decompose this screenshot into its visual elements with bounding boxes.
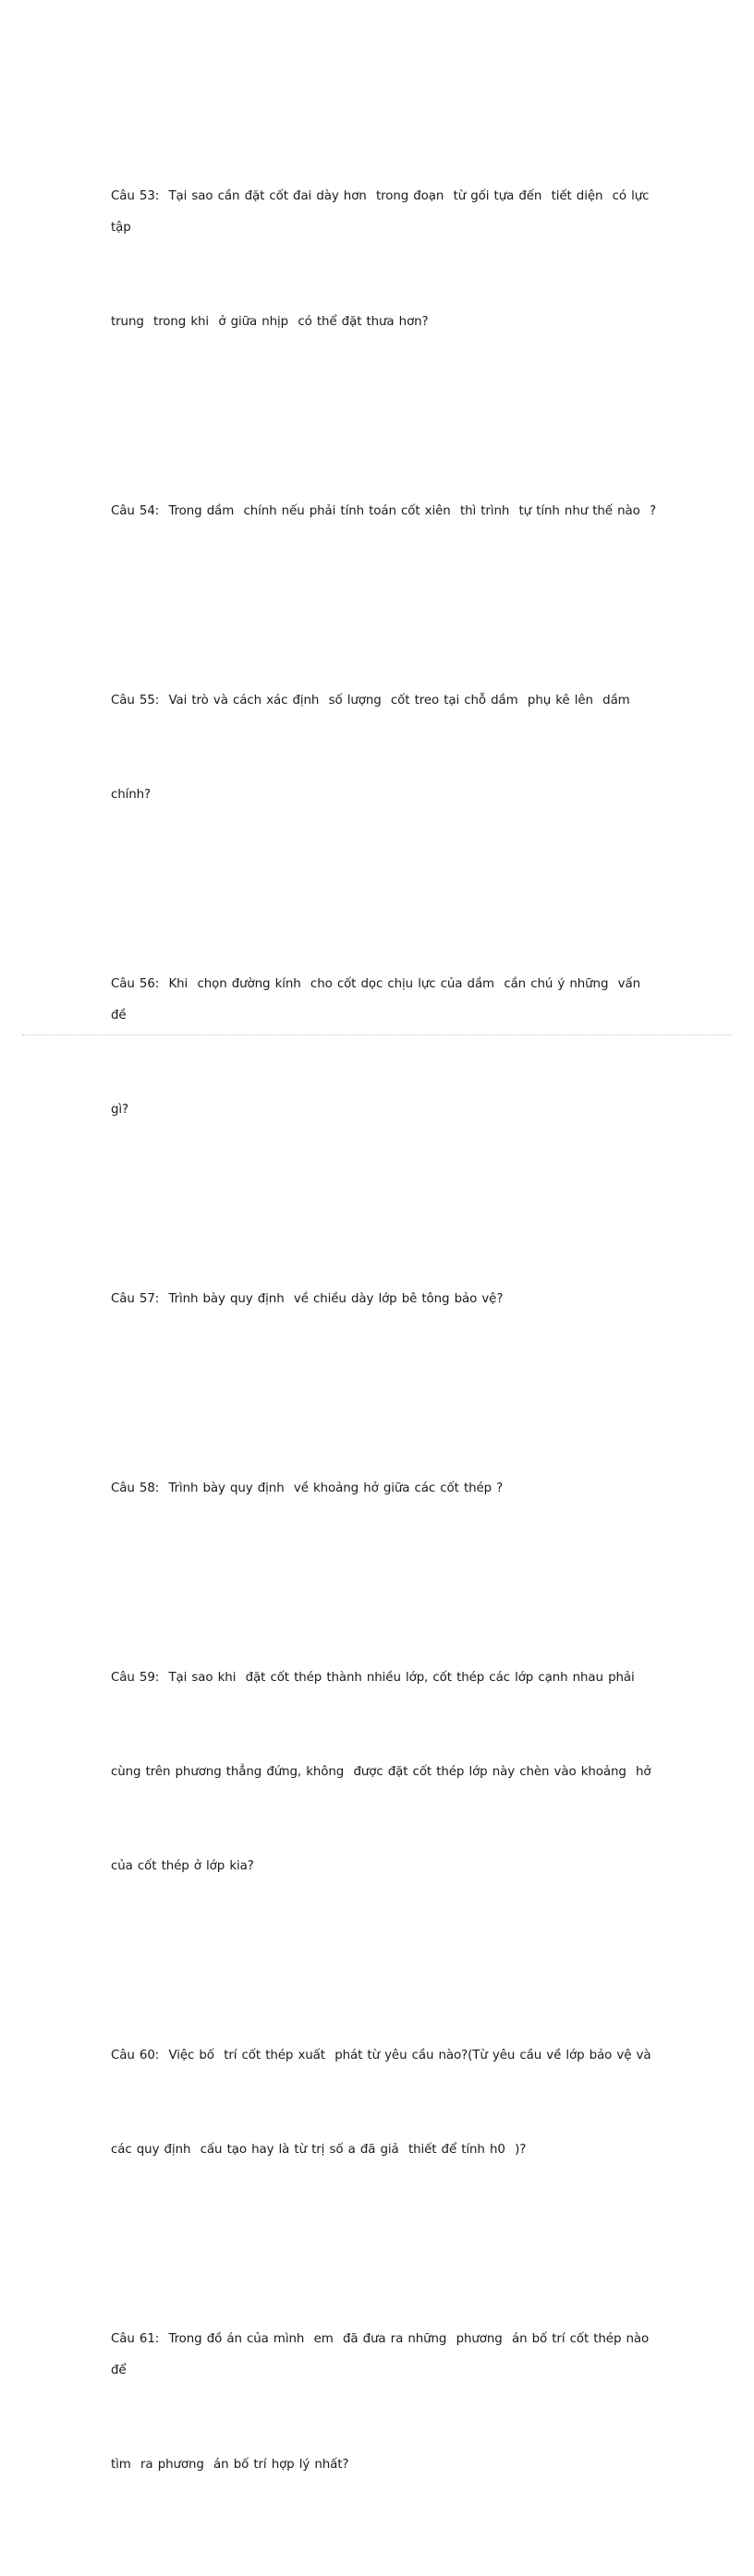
question-text-line: Câu 60: Việc bố trí cốt thép xuất phát từ yêu cầu nào?(Từ yêu cầu về lớp bảo vệ và — [111, 2049, 651, 2062]
question-text-line: Câu 55: Vai trò và cách xác định số lượng cốt treo tại chỗ dầm phụ kê lên dầm — [111, 694, 630, 707]
question-59 — [111, 1600, 656, 1945]
question-text-line: Câu 59: Tại sao khi đặt cốt thép thành nhiều lớp, cốt thép các lớp cạnh nhau phải — [111, 1671, 635, 1685]
question-57 — [111, 1221, 656, 1378]
question-53 — [111, 118, 656, 401]
question-text-line: tìm ra phương án bố trí hợp lý nhất? — [111, 2458, 349, 2472]
question-text-line: trung trong khi ở giữa nhịp có thể đặt thưa hơn? — [111, 315, 429, 329]
question-text-line: Câu 58: Trình bày quy định về khoảng hở giữa các cốt thép ? — [111, 1482, 504, 1495]
question-text-line: cùng trên phương thẳng đứng, không được đặt cốt thép lớp này chèn vào khoảng hở — [111, 1765, 651, 1779]
question-text-line: Câu 61: Trong đồ án của mình em đã đưa ra những phương án bố trí cốt thép nào để — [111, 2332, 654, 2377]
question-55 — [111, 623, 656, 874]
question-58 — [111, 1410, 656, 1567]
question-61 — [111, 2261, 656, 2544]
question-56 — [111, 906, 656, 1189]
question-text-line: các quy định cấu tạo hay là từ trị số a đã giả thiết để tính h0 )? — [111, 2143, 527, 2157]
page-bottom-divider — [22, 1034, 732, 1035]
question-text-line: chính? — [111, 788, 152, 802]
question-60 — [111, 1977, 656, 2229]
question-list — [111, 118, 656, 2576]
question-text-line: Câu 57: Trình bày quy định về chiều dày lớp bê tông bảo vệ? — [111, 1292, 504, 1306]
question-text-line: gì? — [111, 1103, 129, 1117]
question-54 — [111, 433, 656, 590]
question-text-line: Câu 54: Trong dầm chính nếu phải tính toán cốt xiên thì trình tự tính như thế nào ? — [111, 504, 656, 518]
question-text-line: Câu 56: Khi chọn đường kính cho cốt dọc chịu lực của dầm cần chú ý những vấn đề — [111, 977, 646, 1022]
question-text-line: Câu 53: Tại sao cần đặt cốt đai dày hơn trong đoạn từ gối tựa đến tiết diện có lực tập — [111, 189, 654, 235]
question-text-line: của cốt thép ở lớp kia? — [111, 1859, 254, 1873]
